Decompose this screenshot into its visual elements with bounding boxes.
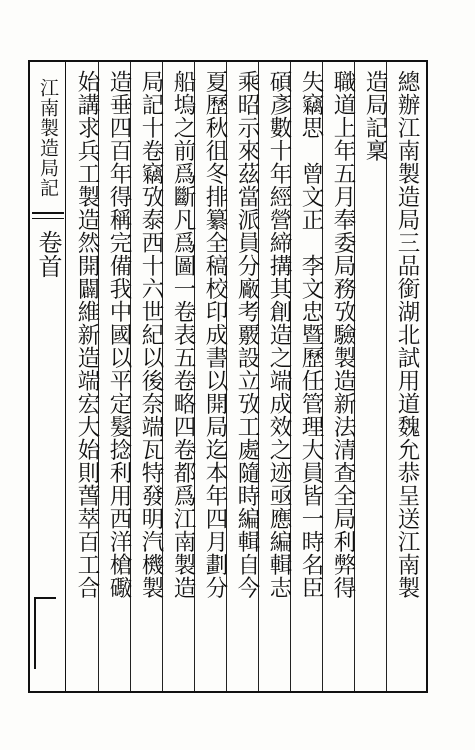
page-frame (28, 60, 428, 693)
text-column-10: 造垂四百年得稱完備我中國以平定髮捻利用西洋槍礮 (106, 70, 132, 599)
text-column-6: 乘昭示來茲當派員分廠考覈設立攷工處隨時編輯自今 (234, 70, 260, 599)
banxin-title: 江南製造局記 (37, 78, 59, 198)
text-column-5: 碩彥數十年經營締搆其創造之端成效之迹亟應編輯志 (266, 70, 292, 599)
text-column-9: 局記十卷竊攷泰西十六世紀以後奈端瓦特發明汽機製 (138, 70, 164, 599)
text-column-3: 職道上年五月奉委局務攷驗製造新法清查全局利弊得 (330, 70, 356, 599)
banxin-juan: 卷首 (34, 230, 62, 278)
fold-mark-thin (32, 218, 64, 219)
fold-mark-thick (32, 212, 64, 214)
text-column-7: 夏歷秋徂冬排纂全稿校印成書以開局迄本年四月劃分 (202, 70, 228, 599)
text-column-11: 始講求兵工製造然開闢維新造端宏大始則萅萃百工合 (74, 70, 100, 599)
text-column-8: 船塢之前爲斷凡爲圖一卷表五卷略四卷都爲江南製造 (170, 70, 196, 599)
text-column-4: 失竊思 曾文正 李文忠暨歷任管理大員皆一時名臣 (298, 70, 324, 599)
center-fold-column (28, 62, 66, 691)
fish-tail-mark (34, 597, 56, 669)
text-column-1: 總辦江南製造局三品銜湖北試用道魏允恭呈送江南製 (394, 70, 420, 599)
text-column-2: 造局記稟 (362, 70, 388, 162)
